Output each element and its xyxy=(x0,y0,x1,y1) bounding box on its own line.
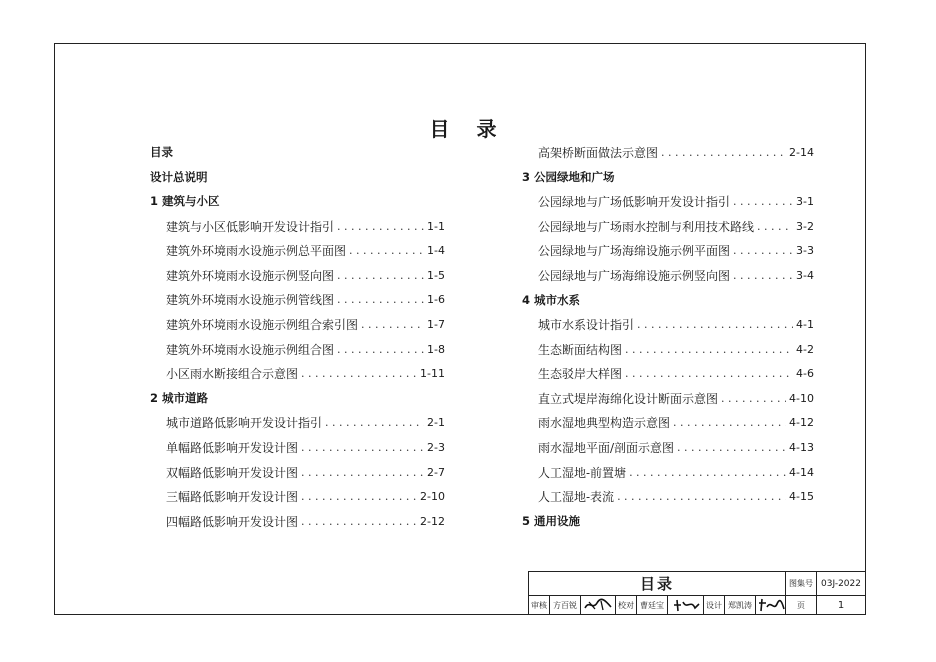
section-title: 4 城市水系 xyxy=(522,292,581,307)
toc-entry xyxy=(150,288,445,313)
dot-leader xyxy=(733,195,793,208)
toc-entry xyxy=(150,238,445,263)
dot-leader xyxy=(301,515,417,528)
dot-leader xyxy=(301,441,424,454)
toc-section-heading xyxy=(522,288,814,313)
entry-page-number: 2-1 xyxy=(427,416,445,430)
toc-left-column xyxy=(150,140,445,534)
toc-entry xyxy=(522,140,814,165)
dot-leader xyxy=(361,318,424,331)
entry-title: 单幅路低影响开发设计图 xyxy=(166,440,299,455)
toc-entry xyxy=(150,214,445,239)
entry-page-number: 1-8 xyxy=(427,342,445,356)
page-label: 页 xyxy=(786,596,817,615)
entry-page-number: 1-5 xyxy=(427,268,445,282)
section-title: 3 公园绿地和广场 xyxy=(522,169,615,184)
entry-title: 公园绿地与广场海绵设施示例竖向图 xyxy=(538,268,731,283)
toc-entry xyxy=(150,361,445,386)
toc-section-heading xyxy=(150,189,445,214)
entry-page-number: 1-4 xyxy=(427,244,445,258)
entry-page-number: 3-4 xyxy=(796,268,814,282)
entry-title: 建筑与小区低影响开发设计指引 xyxy=(166,219,335,234)
toc-entry xyxy=(150,337,445,362)
dot-leader xyxy=(301,490,417,503)
reviewer-signature xyxy=(581,596,616,615)
toc-entry xyxy=(150,263,445,288)
toc-entry xyxy=(150,435,445,460)
entry-title: 雨水湿地平面/剖面示意图 xyxy=(538,440,675,455)
dot-leader xyxy=(301,466,424,479)
section-title: 5 通用设施 xyxy=(522,514,581,529)
entry-title: 城市道路低影响开发设计指引 xyxy=(166,416,323,431)
section-title: 1 建筑与小区 xyxy=(150,194,220,209)
toc-entry xyxy=(522,189,814,214)
title-block-title: 目录 xyxy=(529,572,786,596)
dot-leader xyxy=(733,269,793,282)
entry-page-number: 2-10 xyxy=(420,490,445,504)
entry-page-number: 1-6 xyxy=(427,293,445,307)
entry-page-number: 3-1 xyxy=(796,194,814,208)
toc-entry xyxy=(522,386,814,411)
entry-page-number: 4-13 xyxy=(789,440,814,454)
entry-title: 双幅路低影响开发设计图 xyxy=(166,465,299,480)
toc-entry xyxy=(522,411,814,436)
toc-entry xyxy=(150,312,445,337)
entry-title: 公园绿地与广场海绵设施示例平面图 xyxy=(538,244,731,259)
entry-title: 建筑外环境雨水设施示例管线图 xyxy=(166,293,335,308)
dot-leader xyxy=(625,343,793,356)
entry-page-number: 4-14 xyxy=(789,465,814,479)
entry-page-number: 1-7 xyxy=(427,317,445,331)
title-block xyxy=(528,571,865,614)
designer-signature xyxy=(756,596,786,615)
toc-section-heading xyxy=(150,140,445,165)
entry-title: 公园绿地与广场低影响开发设计指引 xyxy=(538,194,731,209)
entry-title: 人工湿地-表流 xyxy=(538,490,615,505)
entry-page-number: 4-10 xyxy=(789,391,814,405)
dot-leader xyxy=(677,441,786,454)
designer-signature-mark xyxy=(757,598,785,612)
toc-entry xyxy=(522,484,814,509)
entry-page-number: 2-3 xyxy=(427,440,445,454)
section-title: 目录 xyxy=(150,145,173,160)
dot-leader xyxy=(661,146,786,159)
toc-entry xyxy=(522,337,814,362)
toc-entry xyxy=(522,361,814,386)
dot-leader xyxy=(629,466,786,479)
toc-entry xyxy=(522,312,814,337)
entry-title: 建筑外环境雨水设施示例组合索引图 xyxy=(166,317,359,332)
toc-section-heading xyxy=(522,509,814,534)
atlas-number: 03J-2022 xyxy=(817,572,866,596)
toc-entry xyxy=(150,509,445,534)
toc-entry xyxy=(522,460,814,485)
entry-title: 建筑外环境雨水设施示例竖向图 xyxy=(166,268,335,283)
dot-leader xyxy=(337,293,424,306)
dot-leader xyxy=(625,367,793,380)
entry-page-number: 4-15 xyxy=(789,490,814,504)
entry-title: 建筑外环境雨水设施示例总平面图 xyxy=(166,244,347,259)
entry-page-number: 2-12 xyxy=(420,514,445,528)
reviewer-name: 方百锐 xyxy=(550,596,581,615)
section-title: 设计总说明 xyxy=(150,169,208,184)
toc-entry xyxy=(150,460,445,485)
entry-page-number: 3-3 xyxy=(796,244,814,258)
checker-name: 曹廷宝 xyxy=(637,596,668,615)
toc-entry xyxy=(522,263,814,288)
design-label: 设计 xyxy=(704,596,725,615)
entry-page-number: 1-1 xyxy=(427,219,445,233)
dot-leader xyxy=(301,367,417,380)
entry-title: 城市水系设计指引 xyxy=(538,317,635,332)
dot-leader xyxy=(337,220,424,233)
page-title: 目 录 xyxy=(429,117,507,141)
atlas-label: 图集号 xyxy=(786,572,817,596)
reviewer-signature-mark xyxy=(583,598,613,612)
entry-title: 小区雨水断接组合示意图 xyxy=(166,367,299,382)
entry-title: 四幅路低影响开发设计图 xyxy=(166,514,299,529)
checker-signature xyxy=(668,596,704,615)
dot-leader xyxy=(673,416,786,429)
entry-title: 高架桥断面做法示意图 xyxy=(538,145,659,160)
designer-name: 郑凯涛 xyxy=(725,596,756,615)
entry-title: 建筑外环境雨水设施示例组合图 xyxy=(166,342,335,357)
dot-leader xyxy=(337,269,424,282)
toc-section-heading xyxy=(522,165,814,190)
checker-signature-mark xyxy=(671,598,701,612)
entry-title: 三幅路低影响开发设计图 xyxy=(166,490,299,505)
entry-page-number: 4-12 xyxy=(789,416,814,430)
toc-entry xyxy=(150,484,445,509)
entry-page-number: 4-2 xyxy=(796,342,814,356)
toc-section-heading xyxy=(150,386,445,411)
entry-title: 公园绿地与广场雨水控制与利用技术路线 xyxy=(538,219,755,234)
entry-page-number: 4-6 xyxy=(796,367,814,381)
toc-section-heading xyxy=(150,165,445,190)
entry-title: 直立式堤岸海绵化设计断面示意图 xyxy=(538,391,719,406)
dot-leader xyxy=(721,392,786,405)
entry-page-number: 4-1 xyxy=(796,317,814,331)
entry-page-number: 3-2 xyxy=(796,219,814,233)
toc-entry xyxy=(522,435,814,460)
entry-page-number: 1-11 xyxy=(420,367,445,381)
review-label: 审核 xyxy=(529,596,550,615)
entry-title: 雨水湿地典型构造示意图 xyxy=(538,416,671,431)
entry-title: 生态断面结构图 xyxy=(538,342,623,357)
section-title: 2 城市道路 xyxy=(150,391,209,406)
dot-leader xyxy=(337,343,424,356)
dot-leader xyxy=(733,244,793,257)
toc-entry xyxy=(150,411,445,436)
entry-page-number: 2-7 xyxy=(427,465,445,479)
page-number: 1 xyxy=(817,596,866,615)
dot-leader xyxy=(325,416,424,429)
toc-entry xyxy=(522,214,814,239)
dot-leader xyxy=(757,220,793,233)
toc-right-column xyxy=(522,140,814,534)
dot-leader xyxy=(637,318,793,331)
dot-leader xyxy=(617,490,786,503)
dot-leader xyxy=(349,244,424,257)
entry-title: 生态驳岸大样图 xyxy=(538,367,623,382)
entry-title: 人工湿地-前置塘 xyxy=(538,465,627,480)
entry-page-number: 2-14 xyxy=(789,145,814,159)
toc-entry xyxy=(522,238,814,263)
check-label: 校对 xyxy=(616,596,637,615)
